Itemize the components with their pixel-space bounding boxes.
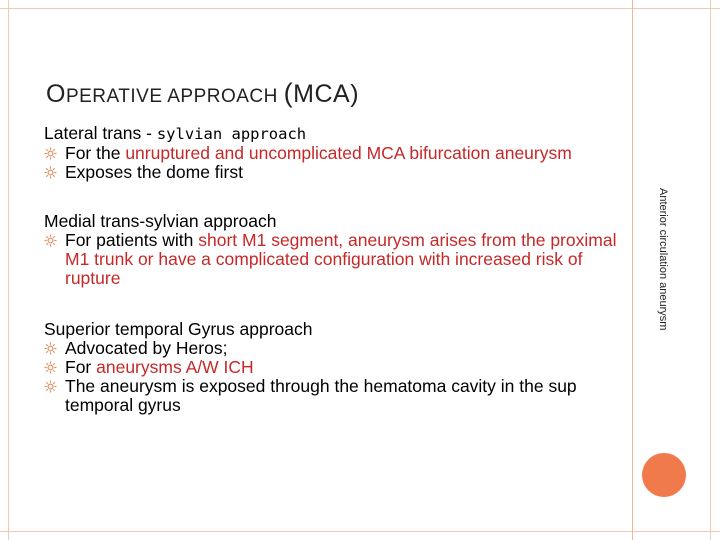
title-first-letter: O [46, 80, 66, 108]
bullet-item [44, 144, 624, 163]
bullet-item [44, 231, 624, 288]
section-heading: Superior temporal Gyrus approach [44, 319, 313, 339]
heading-prefix: Lateral trans - [44, 123, 157, 143]
bullet-text: The aneurysm is exposed through the hematoma cavity in the sup temporal gyrus [65, 376, 577, 415]
title-rest: PERATIVE APPROACH [65, 86, 284, 107]
title-paren: ( [283, 78, 294, 108]
sun-bullet-icon [44, 147, 57, 160]
bullet-item [44, 377, 624, 415]
slide-content [44, 124, 624, 415]
bullet-text: Exposes the dome first [65, 162, 243, 182]
bullet-text: Advocated by Heros; [65, 338, 228, 358]
bullet-item [44, 339, 624, 358]
sun-bullet-icon [44, 380, 57, 393]
bullet-emphasis: unruptured and uncomplicated MCA bifurcation aneurysm [125, 143, 572, 163]
bullet-text: For the [65, 143, 126, 163]
title-tail: MCA) [293, 80, 360, 108]
bullet-item [44, 358, 624, 377]
sun-bullet-icon [44, 234, 57, 247]
section-heading: Medial trans-sylvian approach [44, 211, 277, 231]
sun-bullet-icon [44, 342, 57, 355]
slide-title [46, 78, 359, 109]
section-superior-temporal [44, 320, 624, 415]
sun-bullet-icon [44, 361, 57, 374]
bullet-item [44, 163, 624, 182]
section-lateral [44, 124, 624, 182]
sidebar-label: Anterior circulation aneurysm [657, 188, 669, 331]
section-heading [44, 124, 624, 144]
sun-bullet-icon [44, 166, 57, 179]
sidebar-divider [632, 0, 633, 540]
bullet-text: For patients with [65, 230, 199, 250]
heading-mono: sylvian approach [156, 125, 307, 143]
slide-border-left [8, 0, 9, 540]
bullet-text: For [65, 357, 97, 377]
bullet-emphasis: aneurysms A/W ICH [96, 357, 254, 377]
slide-border-right [710, 0, 711, 540]
slide-border-top [0, 8, 720, 9]
section-medial [44, 212, 624, 288]
orange-circle-decoration [642, 453, 686, 497]
slide-border-bottom [0, 531, 720, 532]
bullet-emphasis: short M1 segment, aneurysm arises from the proximal M1 trunk or have a complicated configuration with increased risk of rupture [65, 230, 617, 288]
